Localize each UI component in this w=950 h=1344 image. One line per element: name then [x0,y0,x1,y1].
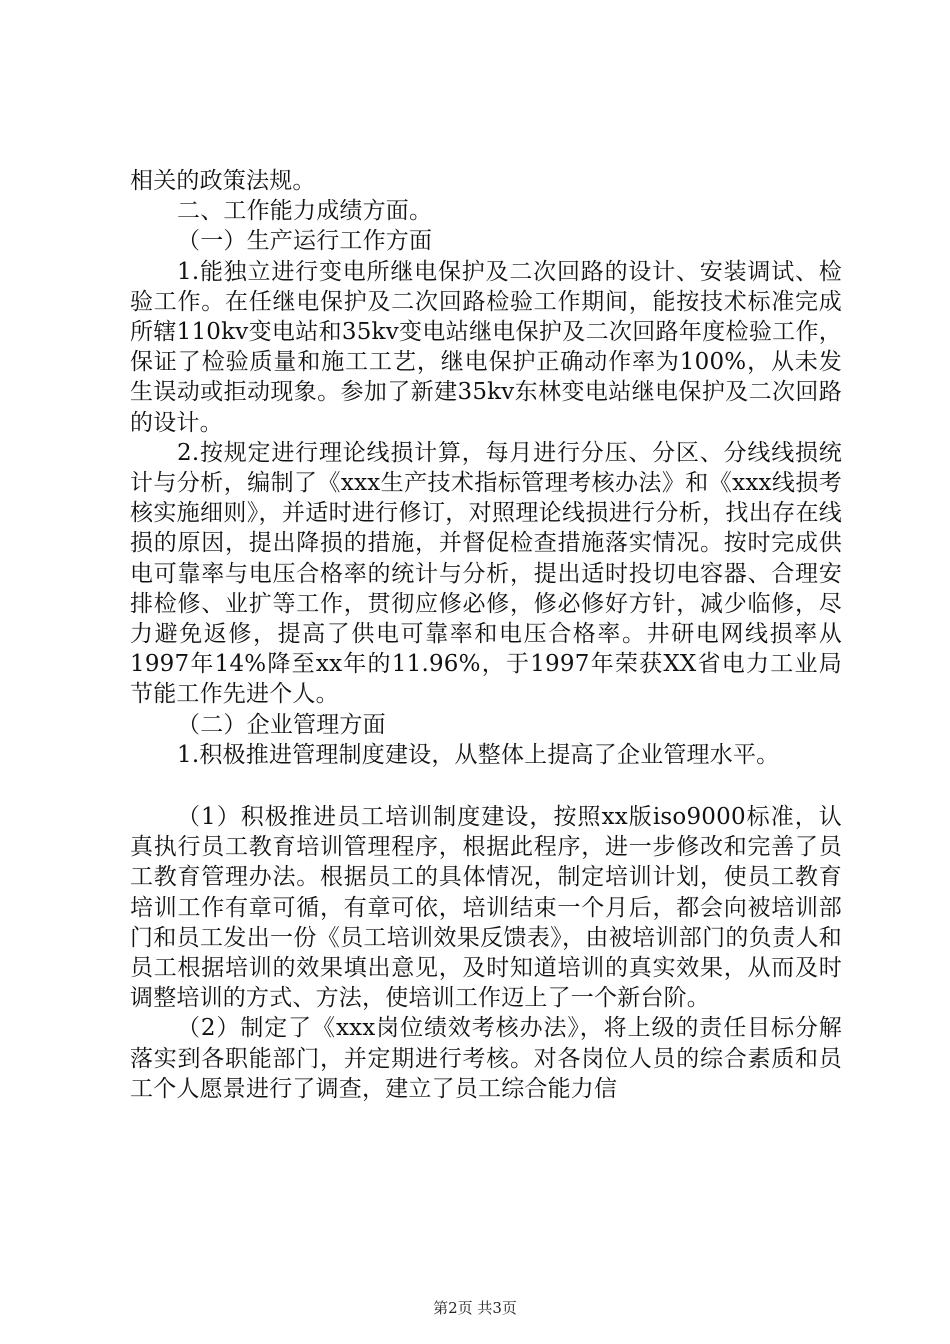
paragraph-training-system: （1）积极推进员工培训制度建设，按照xx版iso9000标准，认真执行员工教育培训管理程序，根据此程序，进一步修改和完善了员工教育管理办法。根据员工的具体情况，制定培训计划，使员工教育培训工作有章可循，有章可依，培训结束一个月后，都会向被培训部门和员工发出一份《员工培训效果反馈表》，由被培训部门的负责人和员工根据培训的效果填出意见，及时知道培训的真实效果，从而及时调整培训的方式、方法，使培训工作迈上了一个新台阶。 [130,804,842,1012]
subsection-heading-management: （二）企业管理方面 [177,711,386,738]
paragraph-gap [130,770,842,802]
paragraph-line-loss: 2.按规定进行理论线损计算，每月进行分压、分区、分线线损统计与分析，编制了《xxx生产技术指标管理考核办法》和《xxx线损考核实施细则》，并适时进行修订，对照理论线损进行分析，找出存在线损的原因，提出降损的措施，并督促检查措施落实情况。按时完成供电可靠率与电压合格率的统计与分析，提出适时投切电容器、合理安排检修、业扩等工作，贯彻应修必修，修必修好方针，减少临修，尽力避免返修，提高了供电可靠率和电压合格率。井研电网线损率从1997年14%降至xx年的11.96%，于1997年荣获XX省电力工业局节能工作先进个人。 [130,439,842,708]
subsection-heading-production: （一）生产运行工作方面 [177,228,433,255]
section-heading-ability: 二、工作能力成绩方面。 [177,198,433,225]
page-footer: 第2页 共3页 [433,1299,517,1317]
document-body [130,166,842,1104]
paragraph-relay-protection: 1.能独立进行变电所继电保护及二次回路的设计、安装调试、检验工作。在任继电保护及二次回路检验工作期间，能按技术标准完成所辖110kv变电站和35kv变电站继电保护及二次回路年度检验工作，保证了检验质量和施工工艺，继电保护正确动作率为100%，从未发生误动或拒动现象。参加了新建35kv东林变电站继电保护及二次回路的设计。 [130,258,842,436]
paragraph-policy-continuation: 相关的政策法规。 [130,168,316,194]
paragraph-management-system: 1.积极推进管理制度建设，从整体上提高了企业管理水平。 [177,741,780,768]
paragraph-performance-assessment: （2）制定了《xxx岗位绩效考核办法》，将上级的责任目标分解落实到各职能部门，并定期进行考核。对各岗位人员的综合素质和员工个人愿景进行了调查，建立了员工综合能力信 [130,1015,842,1102]
